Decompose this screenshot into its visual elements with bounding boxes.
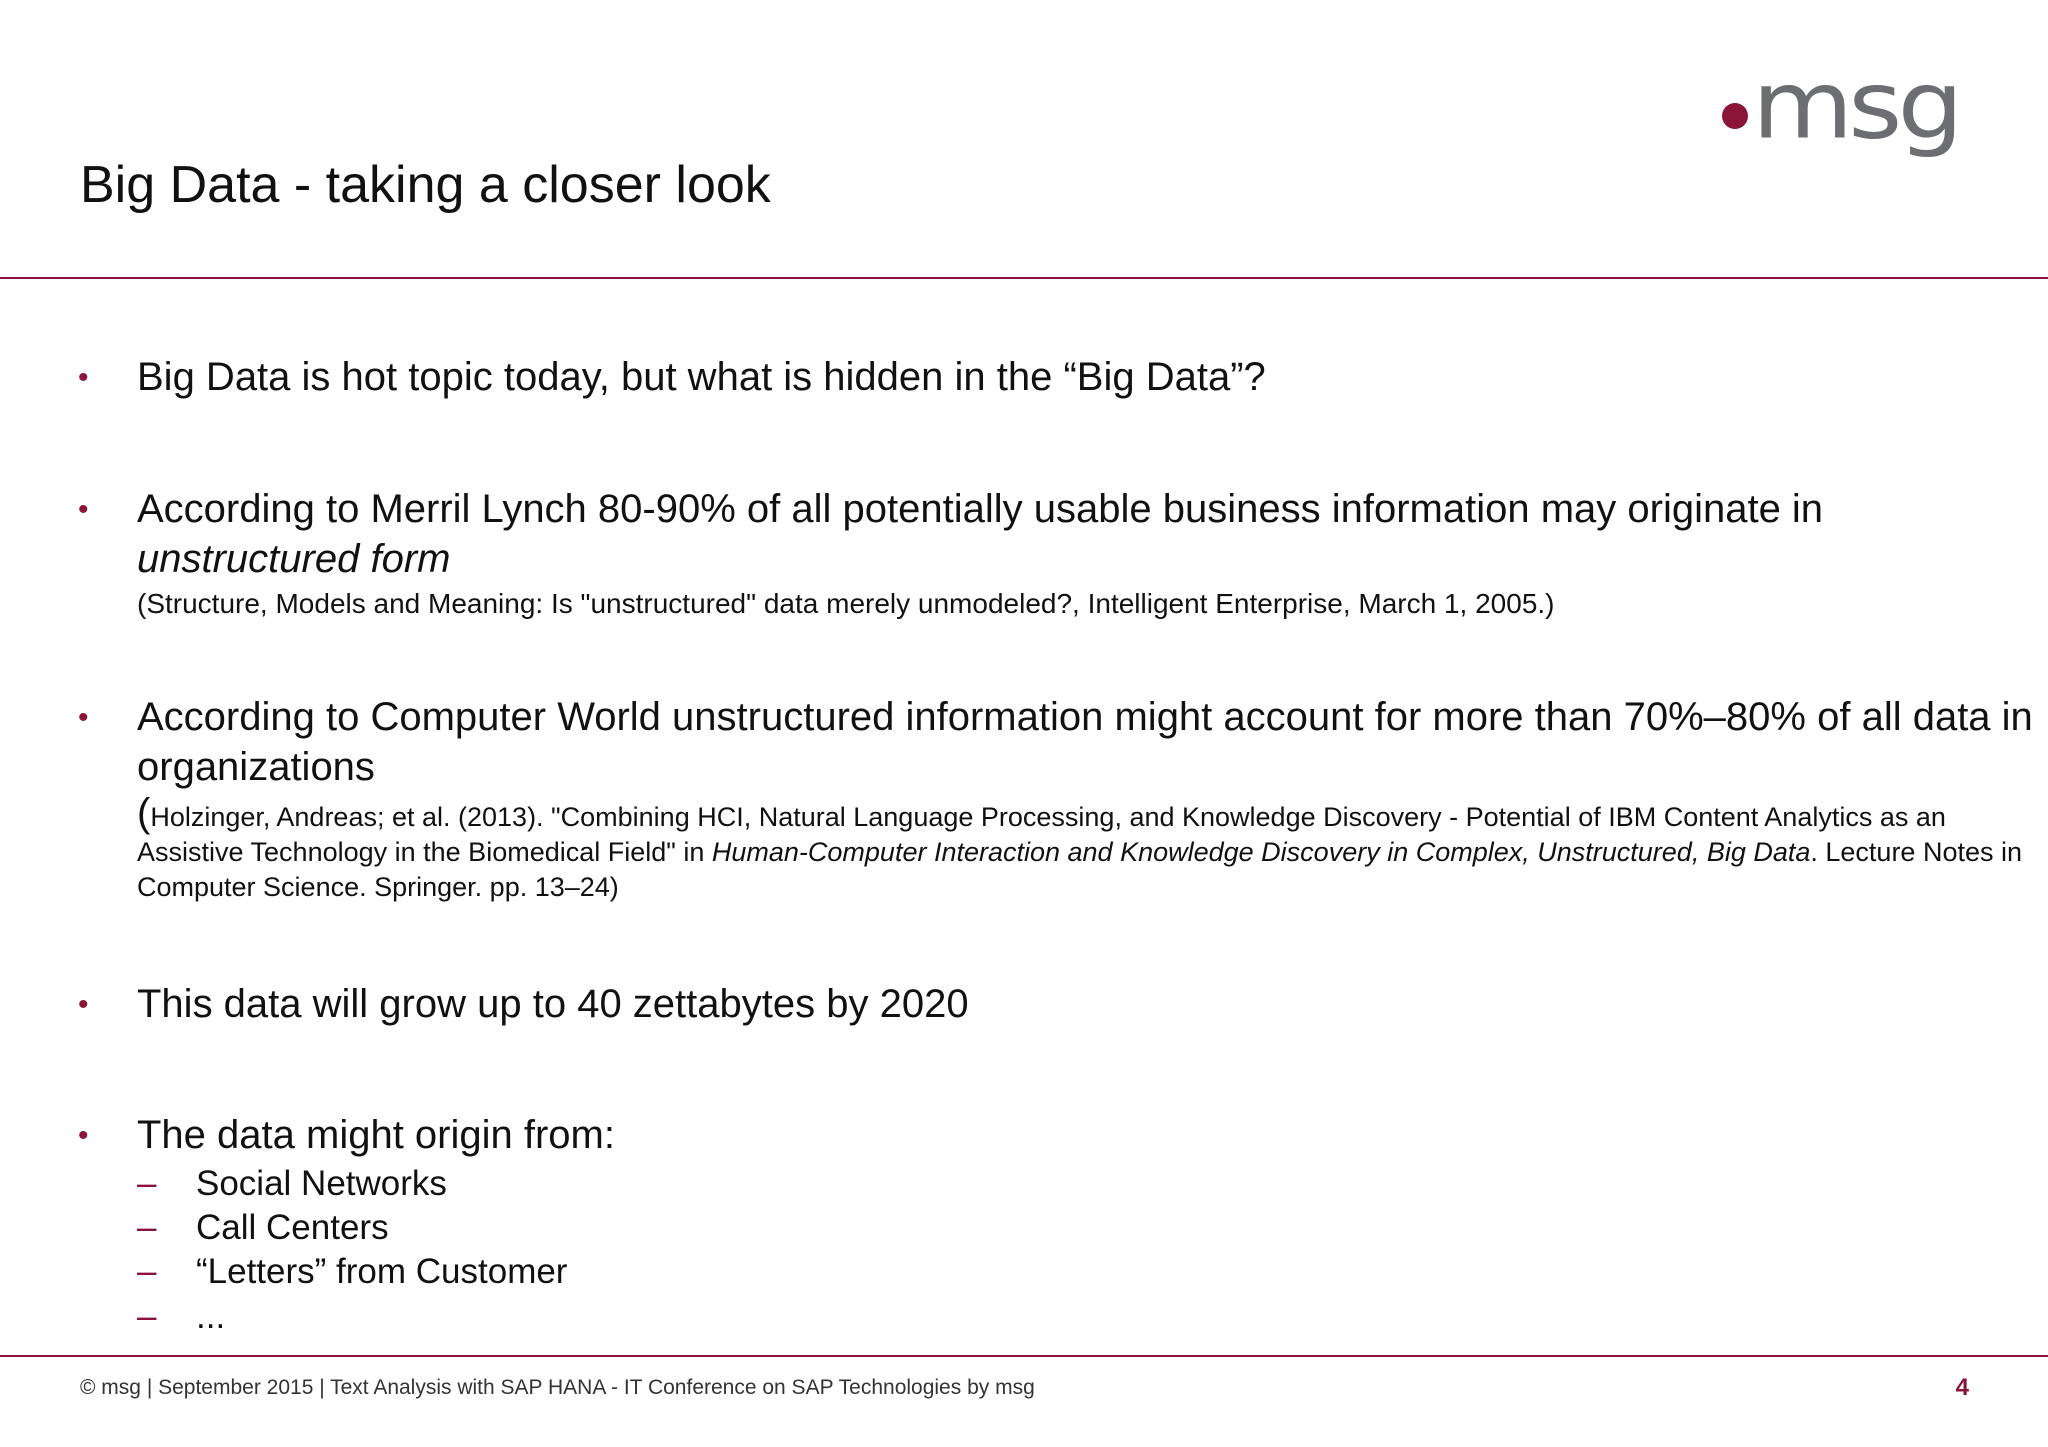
bullet-marker: • (78, 1119, 89, 1152)
citation-text-end: . Lecture Notes in Computer Science. Springer. pp. 13–24) (137, 837, 2023, 902)
logo-text: msg (1752, 50, 1959, 161)
bullet-text (137, 692, 2037, 905)
bullet-text-main: According to Merril Lynch 80-90% of all potentially usable business information may originate in (137, 487, 1824, 531)
slide-content (0, 280, 2048, 1354)
msg-logo (1722, 50, 1959, 161)
bullet-text: The data might origin from: (137, 1113, 615, 1157)
bullet-marker: • (78, 988, 89, 1021)
sub-item-dash: – (137, 1208, 157, 1247)
logo-dot (1722, 103, 1748, 129)
title-divider (0, 277, 2048, 279)
sub-item-text: ... (196, 1297, 226, 1336)
citation-title: Human-Computer Interaction and Knowledge Discovery in Complex, Unstructured, Big Data (711, 837, 1811, 867)
bullet-marker: • (78, 701, 89, 734)
footer-divider (0, 1355, 2048, 1357)
citation-text: Holzinger, Andreas; et al. (2013). "Combining HCI, Natural Language Processing, and Knowledge Discovery - Potential of IBM Content Analytics as an Assistive Technology in the Biomedical Field" in (137, 802, 1946, 867)
bullet-marker: • (78, 493, 89, 526)
sub-item-dash: – (137, 1252, 157, 1291)
sub-item-text: Call Centers (196, 1208, 389, 1247)
bullet-text-main: According to Computer World unstructured information might account for more than 70%–80% of all data in organizations (137, 695, 2033, 789)
citation (137, 791, 2037, 905)
page-number: 4 (1955, 1374, 1969, 1401)
citation-paren: ( (137, 791, 151, 835)
sub-item-dash: – (137, 1297, 157, 1336)
bullet-marker: • (78, 361, 89, 394)
bullet-text: This data will grow up to 40 zettabytes by 2020 (137, 982, 969, 1026)
bullet-text (137, 484, 2037, 622)
citation: (Structure, Models and Meaning: Is "unstructured" data merely unmodeled?, Intelligent Enterprise, March 1, 2005.) (137, 588, 1555, 619)
slide-title: Big Data - taking a closer look (80, 156, 771, 214)
sub-item-text: “Letters” from Customer (196, 1252, 568, 1291)
footer-text: © msg | September 2015 | Text Analysis with SAP HANA - IT Conference on SAP Technologies by msg (80, 1376, 1035, 1399)
bullet-text: Big Data is hot topic today, but what is hidden in the “Big Data”? (137, 355, 1266, 399)
sub-item-text: Social Networks (196, 1164, 447, 1203)
sub-item-dash: – (137, 1164, 157, 1203)
bullet-text-emphasis: unstructured form (137, 537, 451, 581)
